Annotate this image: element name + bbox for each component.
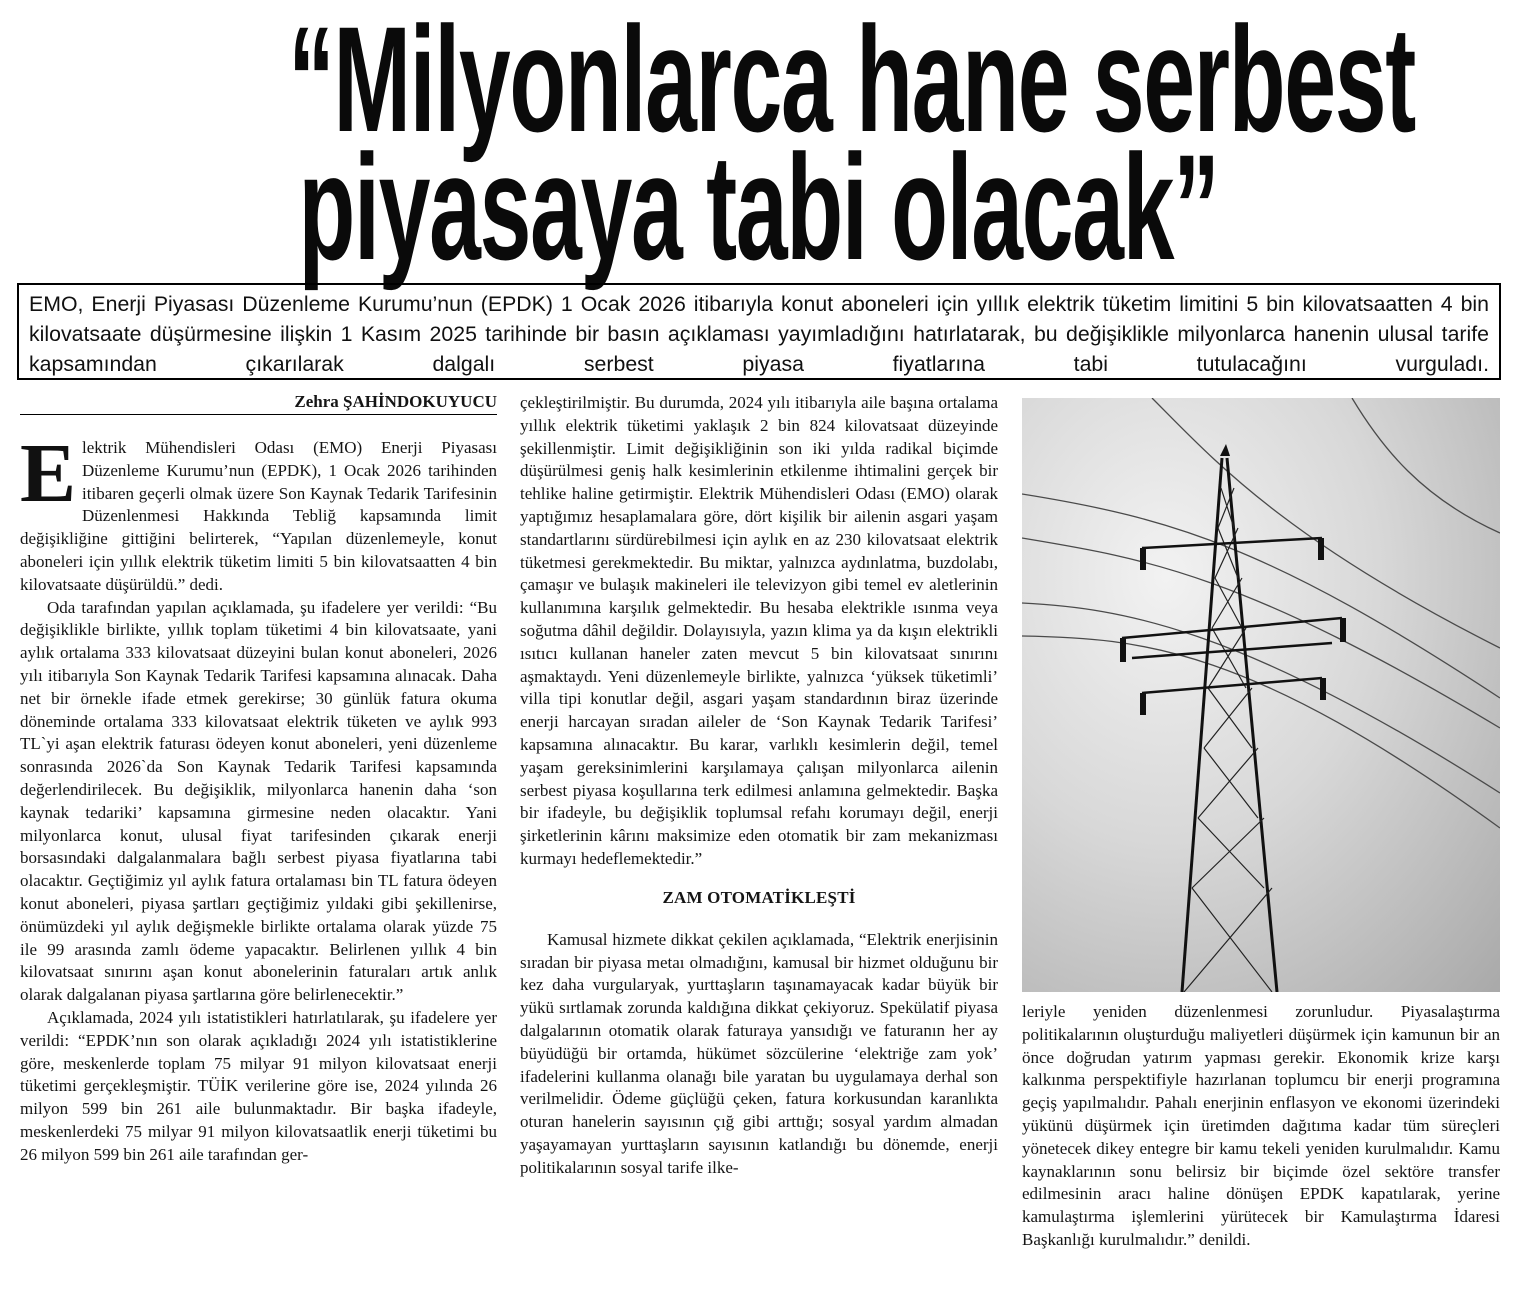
pylon-illustration: [1022, 398, 1500, 992]
paragraph-4-continued: [1022, 1001, 1500, 1252]
paragraph-1: [20, 427, 497, 597]
headline-line-2: piyasaya tabi olacak”: [298, 123, 1219, 291]
paragraph-1-text: lektrik Mühendisleri Odası (EMO) Enerji Piyasası Düzenleme Kurumu’nun (EPDK), 1 Ocak 2026 tarihinden itibaren geçerli olmak üzere Son Kaynak Tedarik Tarifesinin Düzenlenmesi Hakkında Tebliğ kapsamında limit değişikliğine gittiğini belirterek, “Yapılan düzenlemeyle, konut aboneleri için yıllık elektrik tüketim limiti 5 bin kilovatsaatten 4 bin kilovatsaate düşürüldü.” dedi.: [20, 438, 497, 594]
paragraph-4-part-a: Kamusal hizmete dikkat çekilen açıklamada, “Elektrik enerjisinin sıradan bir piyasa metaı olmadığını, kamusal bir hizmet olduğunu bir kez daha vurgularyak, yurttaşların taşınamayacak kadar büyük bir yükü sırtlamak zorunda kaldığına dikkat çekiyoruz. Spekülatif piyasa dalgalarının otomatik olarak faturaya yansıdığı ve faturanın her ay büyüdüğü bir ortamda, hükümet sözcülerine ‘elektriğe zam yok’ ifadelerini kullanma olanağı bile yaratan bu uygulamaya derhal son verilmelidir. Ödeme güçlüğü çeken, fatura korkusundan karanlıkta oturan hanelerin sayısının çığ gibi arttığı; sosyal yardım almadan yaşayamayan yurttaşların sayısının katlandığı bu dönemde, enerji politikalarının sosyal tarife ilke-: [520, 929, 998, 1177]
paragraph-3-continued: [520, 392, 998, 871]
headline-line-1: “Milyonlarca hane serbest: [288, 0, 1416, 163]
byline: Zehra ŞAHİNDOKUYUCU: [20, 392, 497, 415]
paragraph-3-part-b: çekleştirilmiştir. Bu durumda, 2024 yılı itibarıyla aile başına ortalama yıllık elektrik tüketimi yaklaşık 2 bin 824 kilovatsaat düzeyinde şekillenmiştir. Limit değişikliğinin son iki yılda radikal biçimde düşürülmesi geniş halk kesimlerinin etkilenme ihtimalini gerçek bir tehlike haline getirmiştir. Elektrik Mühendisleri Odası (EMO) olarak yaptığımız hesaplamalara göre, dört kişilik bir ailenin asgari yaşam standartlarını sürdürebilmesi için aylık en az 230 kilovatsaat elektrik tüketmesi gerekmektedir. Bu miktar, yalnızca aydınlatma, buzdolabı, çamaşır ve bulaşık makineleri ile televizyon gibi temel ev aletlerinin kullanımına karşılık gelmektedir. Bu hesaba elektrikle ısınma veya soğutma dâhil değildir. Dolayısıyla, yazın klima ya da kışın elektrikli ısıtıcı kullanan haneler zaten mevcut 5 bin kilovatsaat sınırını aşmaktaydı. Yeni düzenlemeyle birlikte, yalnızca ‘yüksek tüketimli’ villa tipi konutlar değil, asgari yaşam standardının biraz üzerinde enerji harcayan sıradan aileler de ‘Son Kaynak Tedarik Tarifesi’ kapsamına alınacaktır. Bu karar, varlıklı kesimlerin değil, temel yaşam gereksinimlerini karşılamaya çalışan milyonlarca ailenin serbest piyasa koşullarına terk edilmesi anlamına gelmektedir. Başka bir ifadeyle, bu değişiklik toplumsal refahı korumayı değil, enerji şirketlerinin kârını maksimize eden otomatik bir zam mekanizması kurmayı hedeflemektedir.”: [520, 393, 998, 868]
article-column-1: [20, 392, 497, 1167]
summary-text: EMO, Enerji Piyasası Düzenleme Kurumu’nun (EPDK) 1 Ocak 2026 itibarıyla konut aboneleri için yıllık elektrik tüketim limitini 5 bin kilovatsaatten 4 bin kilovatsaate düşürmesine ilişkin 1 Kasım 2025 tarihinde bir basın açıklaması yayımladığını hatırlatarak, bu değişiklikle milyonlarca hanenin ulusal tarife kapsamından çıkarılarak dalgalı serbest piyasa fiyatlarına tabi tutulacağını vurguladı.: [29, 292, 1489, 376]
paragraph-3: [20, 1007, 497, 1167]
paragraph-4: [520, 929, 998, 1180]
dropcap: E: [20, 427, 77, 520]
paragraph-4-part-b: leriyle yeniden düzenlenmesi zorunludur. Piyasalaştırma politikalarının oluşturduğu maliyetleri düşürmek için kamunun bir an önce doğrudan yatırım yapması gerekir. Ekonomik krize karşı kalkınma perspektifiyle hazırlanan toplumcu bir enerji programına geçiş yapılmalıdır. Pahalı enerjinin enflasyon ve ekonomi üzerindeki yükünü düşürmek için üretimden dağıtıma kadar tüm süreçleri yönetecek dikey entegre bir kamu tekeli yeniden kurulmalıdır. Kamu kaynaklarının sonu belirsiz bir biçimde özel sektöre transfer edilmesinin aracı haline dönüşen EPDK kapatılarak, yerine kamulaştırma işlemlerini yürütecek bir Kamulaştırma İdaresi Başkanlığı kurulmalıdır.” denildi.: [1022, 1002, 1500, 1249]
article-column-3: [1022, 1001, 1500, 1252]
subheading: ZAM OTOMATİKLEŞTİ: [662, 887, 856, 907]
summary-box: [17, 283, 1501, 380]
article-column-2: [520, 392, 998, 1180]
paragraph-3-part-a: Açıklamada, 2024 yılı istatistikleri hatırlatılarak, şu ifadelere yer verildi: “EPDK’nın son olarak açıkladığı 2024 yılı istatistiklerine göre, meskenlerde toplam 75 milyar 91 milyon kilovatsaat enerji tüketimi gerçekleşmiştir. TÜİK verilerine göre ise, 2024 yılında 26 milyon 599 bin 261 aile bulunmaktadır. Bir başka ifadeyle, meskenlerdeki 75 milyar 91 milyon kilovatsaatlik enerji tüketimi bu 26 milyon 599 bin 261 aile tarafından ger-: [20, 1007, 497, 1164]
paragraph-2: Oda tarafından yapılan açıklamada, şu ifadelere yer verildi: “Bu değişiklikle birlikte, yıllık toplam tüketimi 4 bin kilovatsaate, yani aylık ortalama 333 kilovatsaat düzeyini bulan konut aboneleri, 2026 yılı itibarıyla Son Kaynak Tedarik Tarifesi kapsamına alınacak. Daha net bir örnekle ifade etmek gerekirse; 30 günlük fatura okuma döneminde ortalama 333 kilovatsaat elektrik tüketen ve aylık 993 TL`yi aşan elektrik faturası ödeyen konut aboneleri, yeni düzenleme sonrasında 2026`da Son Kaynak Tedarik Tarifesi kapsamında değerlendirilecek. Bu değişiklik, milyonlarca hanenin daha ‘son kaynak tedariki’ kapsamına girmesine neden olacaktır. Yani milyonlarca konut, ulusal fiyat tarifesinden çıkarak enerji borsasındaki dalgalanmalara bağlı serbest piyasa fiyatlarına tabi olacaktır. Geçtiğimiz yıl aylık fatura ortalaması bin TL fatura ödeyen konut aboneleri, piyasa şartları geçtiğimiz yıldaki gibi şekillenirse, önümüzdeki yıl aylık değişmekle birlikte ortalama olarak yüzde 75 ile 99 arasında zamlı ödeme yapacaktır. Belirlenen yıllık 4 bin kilovatsaat sınırını aşan konut abonelerinin faturaları artık anlık olarak dalgalanan piyasa şartlarına göre belirlenecektir.”: [20, 597, 497, 1005]
transmission-tower-photo: [1022, 398, 1500, 992]
